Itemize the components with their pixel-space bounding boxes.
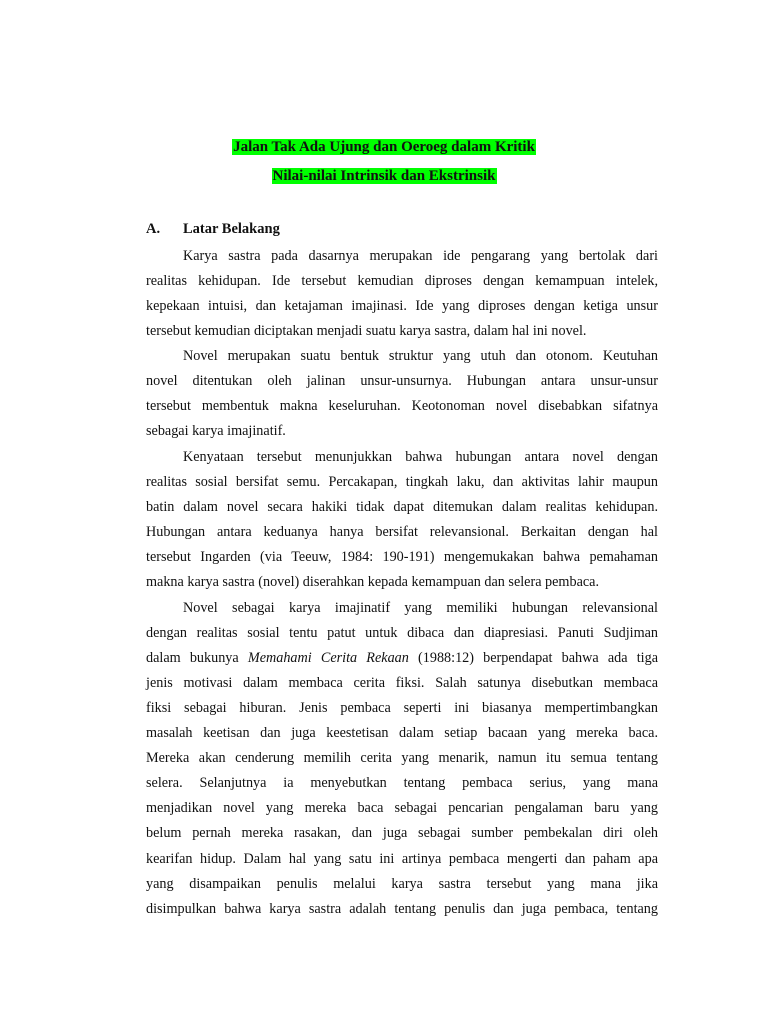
document-title-line-1 — [0, 138, 768, 157]
text-line: makna karya sastra (novel) diserahkan kepada kemampuan dan selera pembaca. — [146, 574, 600, 590]
section-title: Latar Belakang — [183, 221, 280, 237]
text-segment: (1988:12) berpendapat bahwa ada tiga — [408, 650, 658, 666]
text-line: masalah keetisan dan juga keestetisan dalam setiap bacaan yang mereka baca. — [146, 725, 658, 741]
text-line: realitas kehidupan. Ide tersebut kemudian diproses dengan kemampuan intelek, — [146, 273, 658, 289]
text-line: jenis motivasi dalam membaca cerita fiksi. Salah satunya disebutkan membaca — [146, 675, 658, 691]
title-highlight-1: Jalan Tak Ada Ujung dan Oeroeg dalam Kritik — [233, 139, 535, 155]
section-heading — [146, 220, 280, 239]
text-line: belum pernah mereka rasakan, dan juga sebagai sumber pembekalan diri oleh — [146, 825, 658, 841]
text-line: tersebut Ingarden (via Teeuw, 1984: 190-191) mengemukakan bahwa pemahaman — [146, 549, 658, 565]
section-number: A. — [146, 221, 161, 237]
text-line: selera. Selanjutnya ia menyebutkan tentang pembaca serius, yang mana — [146, 775, 658, 791]
book-title: Memahami Cerita Rekaan — [247, 650, 409, 666]
text-line: novel ditentukan oleh jalinan unsur-unsurnya. Hubungan antara unsur-unsur — [146, 373, 658, 389]
title-highlight-2: Nilai-nilai Intrinsik dan Ekstrinsik — [272, 168, 496, 184]
text-line: disimpulkan bahwa karya sastra adalah tentang penulis dan juga pembaca, tentang — [146, 901, 658, 917]
text-line: tersebut membentuk makna keseluruhan. Keotonoman novel disebabkan sifatnya — [146, 398, 658, 414]
text-line: kearifan hidup. Dalam hal yang satu ini artinya pembaca mengerti dan paham apa — [146, 851, 658, 867]
text-line: batin dalam novel secara hakiki tidak dapat ditemukan dalam realitas kehidupan. — [146, 499, 658, 515]
text-line: yang disampaikan penulis melalui karya sastra tersebut yang mana jika — [146, 876, 658, 892]
text-line: Mereka akan cenderung memilih cerita yang menarik, namun itu semua tentang — [146, 750, 658, 766]
text-line-with-book-title — [146, 648, 658, 668]
text-line: menjadikan novel yang mereka baca sebagai pencarian pengalaman baru yang — [146, 800, 658, 816]
text-line: fiksi sebagai hiburan. Jenis pembaca seperti ini biasanya mempertimbangkan — [146, 700, 658, 716]
document-title-line-2 — [0, 167, 768, 186]
text-line: dengan realitas sosial tentu patut untuk dibaca dan diapresiasi. Panuti Sudjiman — [146, 625, 658, 641]
text-segment: dalam bukunya — [146, 650, 248, 666]
text-line: Hubungan antara keduanya hanya bersifat relevansional. Berkaitan dengan hal — [146, 524, 658, 540]
text-line: realitas sosial bersifat semu. Percakapan, tingkah laku, dan aktivitas lahir maupun — [146, 474, 658, 490]
text-line: Kenyataan tersebut menunjukkan bahwa hubungan antara novel dengan — [183, 449, 658, 465]
text-line: Novel merupakan suatu bentuk struktur yang utuh dan otonom. Keutuhan — [183, 348, 658, 364]
text-line: Karya sastra pada dasarnya merupakan ide pengarang yang bertolak dari — [183, 248, 658, 264]
text-line: kepekaan intuisi, dan ketajaman imajinasi. Ide yang diproses dengan ketiga unsur — [146, 298, 658, 314]
text-line: tersebut kemudian diciptakan menjadi suatu karya sastra, dalam hal ini novel. — [146, 323, 587, 339]
text-line: Novel sebagai karya imajinatif yang memiliki hubungan relevansional — [183, 600, 658, 616]
text-line: sebagai karya imajinatif. — [146, 423, 286, 439]
